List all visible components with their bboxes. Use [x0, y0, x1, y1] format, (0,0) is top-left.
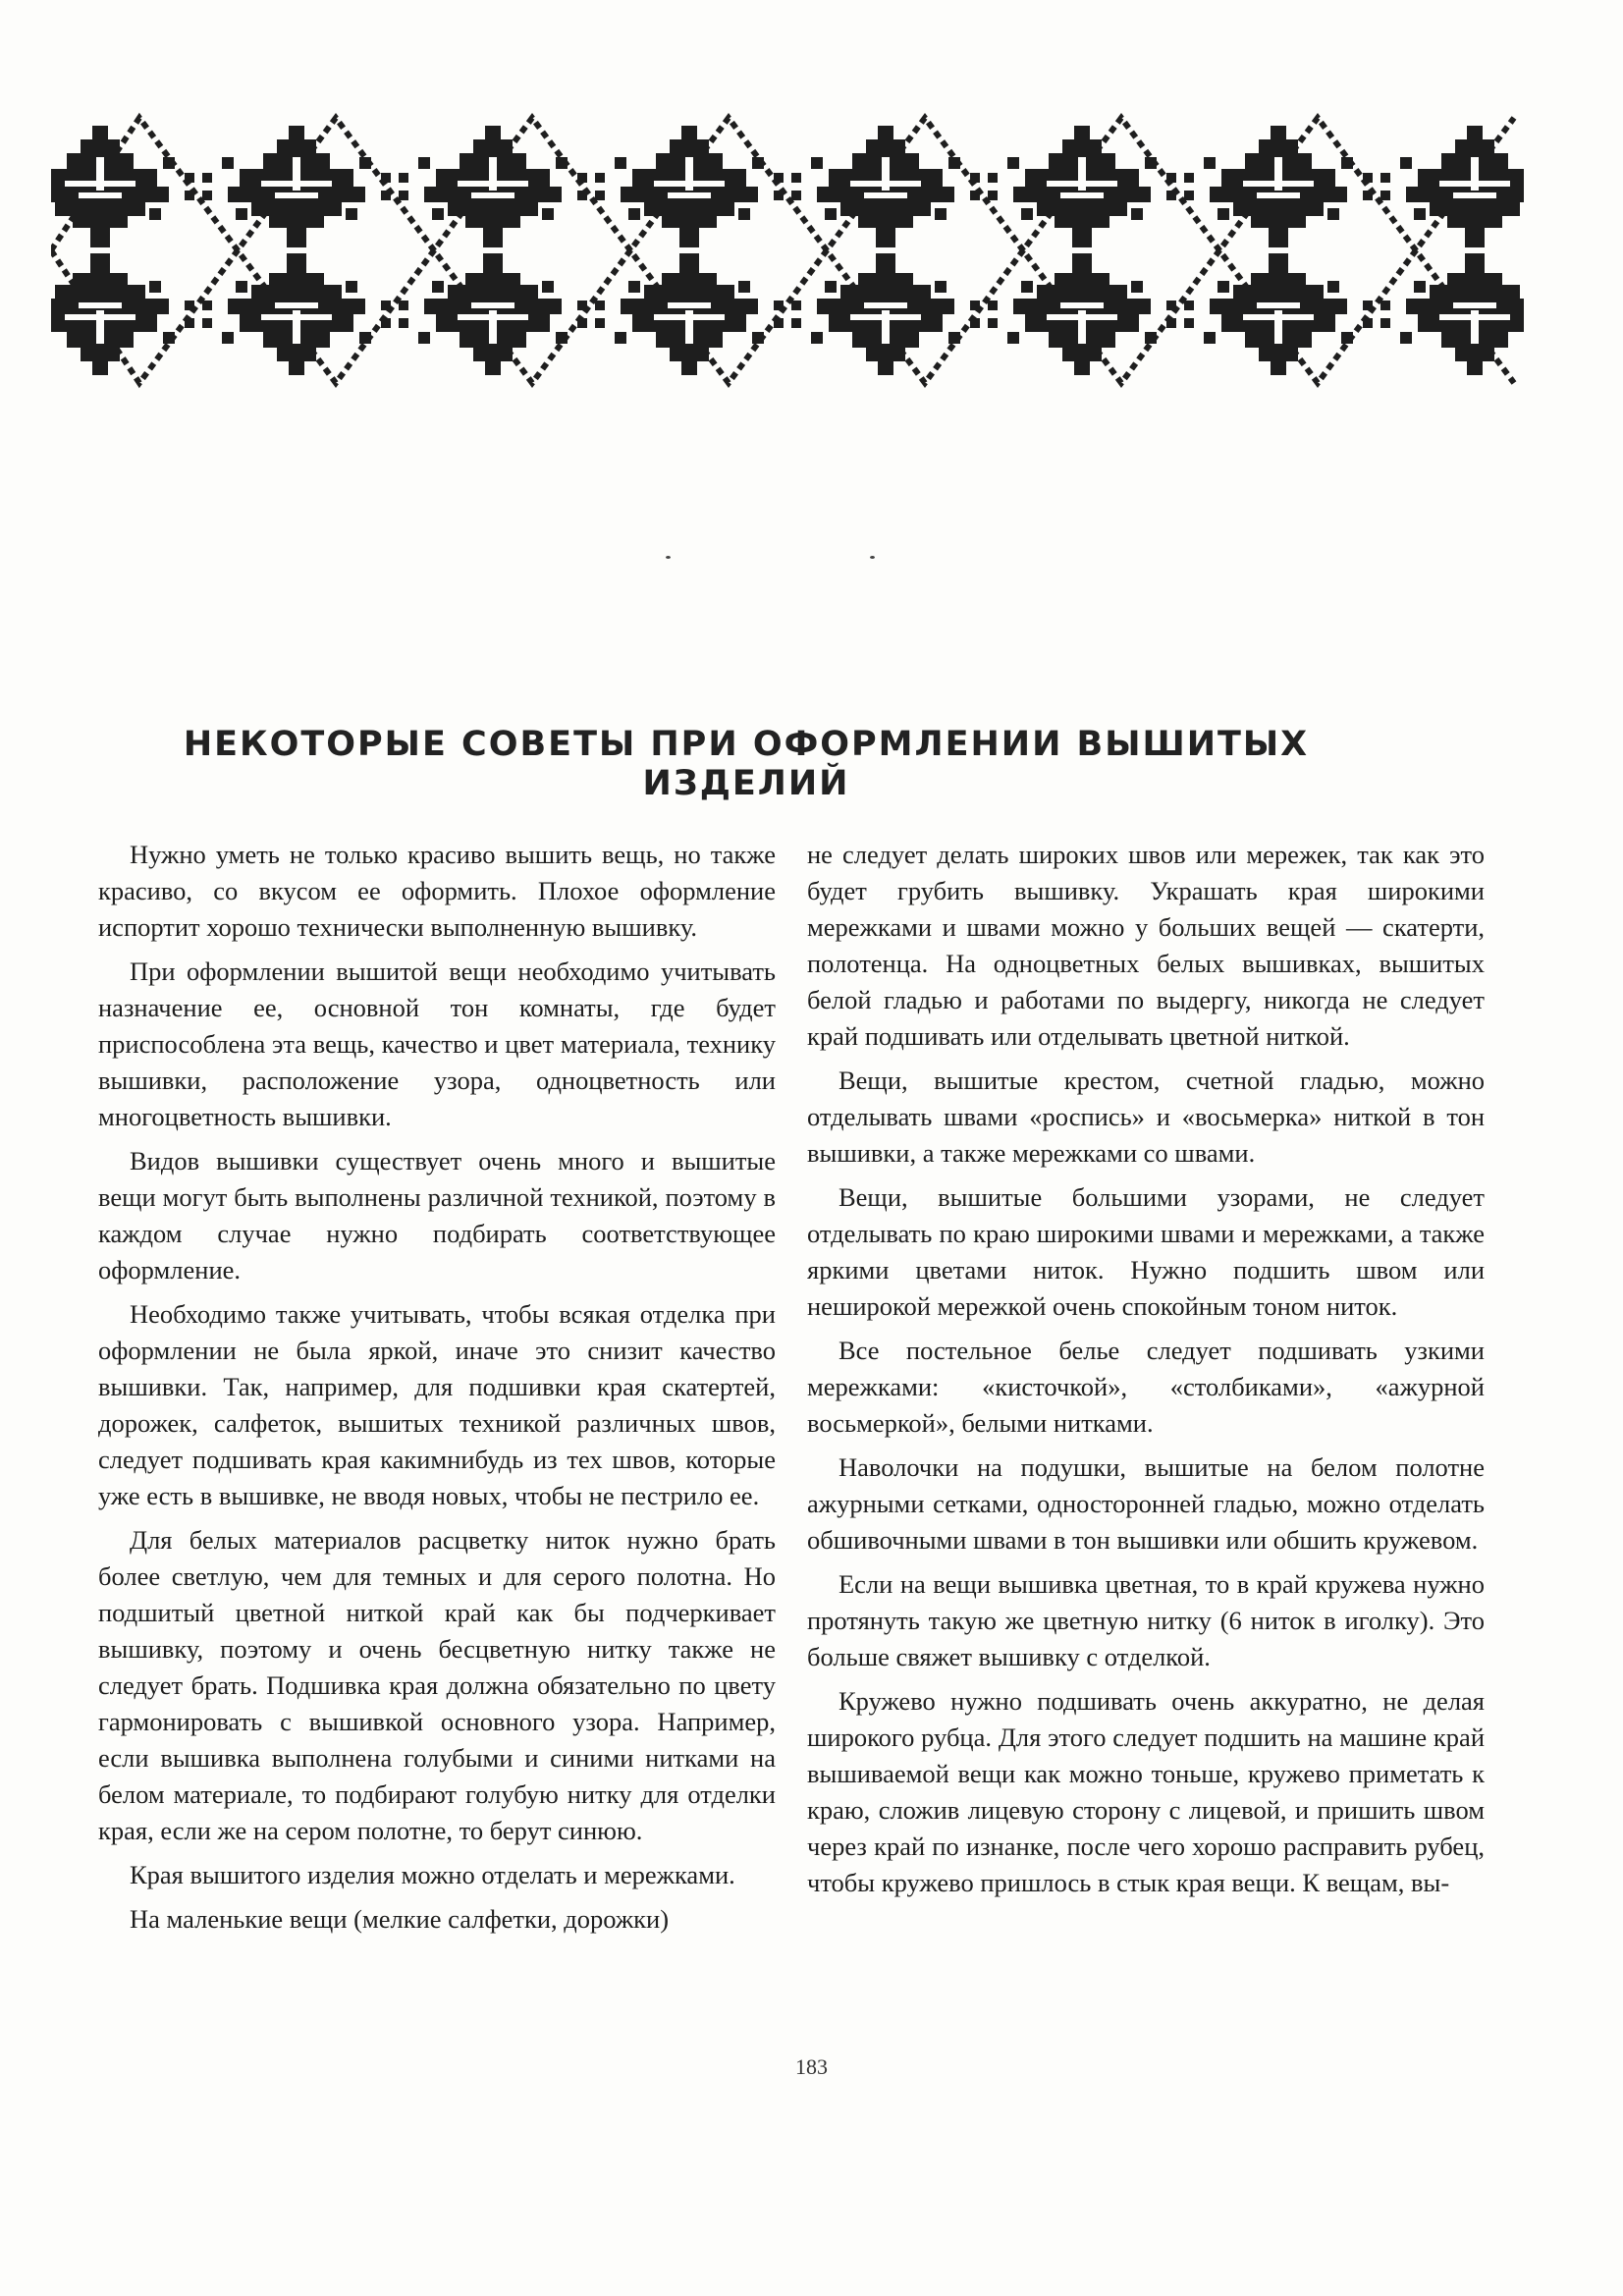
embroidery-ornament-icon — [51, 98, 1524, 403]
print-speck — [870, 556, 875, 559]
paragraph: Кружево нужно подшивать очень аккуратно, не делая широкого рубца. Для этого следует подшить на машине край вышиваемой вещи как можно тоньше, кружево приметать к краю, сложив лицевую сторону с лицевой, и пришить швом через край по изнанке, после чего хорошо расправить рубец, чтобы кружево пришлось в стык края вещи. К вещам, вы- — [807, 1686, 1485, 1897]
paragraph: не следует делать широких швов или мережек, так как это будет грубить вышивку. Украшать края широкими мережками и швами можно у больших вещей — скатерти, полотенца. На одноцветных белых вышивках, вышитых белой гладью и работами по выдергу, никогда не следует край подшивать или отделывать цветной ниткой. — [807, 840, 1485, 1051]
right-column — [807, 837, 1485, 1909]
paragraph: На маленькие вещи (мелкие салфетки, дорожки) — [130, 1904, 670, 1934]
paragraph: Вещи, вышитые большими узорами, не следует отделывать по краю широкими швами и мережками, а также яркими цветами ниток. Нужно подшить швом или неширокой мережкой очень спокойным тоном ниток. — [807, 1182, 1485, 1321]
paragraph: При оформлении вышитой вещи необходимо учитывать назначение ее, основной тон комнаты, где будет приспособлена эта вещь, качество и цвет материала, технику вышивки, расположение узора, одноцветность или многоцветность вышивки. — [98, 957, 776, 1131]
paragraph: Для белых материалов расцветку ниток нужно брать более светлую, чем для темных и для серого полотна. Но подшитый цветной ниткой край как бы подчеркивает вышивку, поэтому и очень бесцветную нитку также не следует брать. Подшивка края должна обязательно по цвету гармонировать с вышивкой основного узора. Например, если вышивка выполнена голубыми и синими нитками на белом материале, то подбирают голубую нитку для отделки края, если же на сером полотне, то берут синюю. — [98, 1525, 776, 1845]
paragraph: Видов вышивки существует очень много и вышитые вещи могут быть выполнены различной техникой, поэтому в каждом случае нужно подбирать соответствующее оформление. — [98, 1146, 776, 1285]
paragraph: Наволочки на подушки, вышитые на белом полотне ажурными сетками, односторонней гладью, можно отделать обшивочными швами в тон вышивки или обшить кружевом. — [807, 1452, 1485, 1555]
paragraph: Все постельное белье следует подшивать узкими мережками: «кисточкой», «столбиками», «ажурной восьмеркой», белыми нитками. — [807, 1336, 1485, 1438]
paragraph: Если на вещи вышивка цветная, то в край кружева нужно протянуть такую же цветную нитку (6 ниток в иголку). Это больше свяжет вышивку с отделкой. — [807, 1569, 1485, 1671]
left-column — [98, 837, 776, 1945]
page-number: 183 — [795, 2054, 828, 2079]
paragraph: Вещи, вышитые крестом, счетной гладью, можно отделывать швами «роспись» и «восьмерка» ниткой в тон вышивки, а также мережками со швами. — [807, 1066, 1485, 1168]
paragraph: Нужно уметь не только красиво вышить вещь, но также красиво, со вкусом ее оформить. Плохое оформление испортит хорошо технически выполненную вышивку. — [98, 840, 776, 942]
print-speck — [666, 556, 671, 559]
paragraph: Необходимо также учитывать, чтобы всякая отделка при оформлении не была яркой, иначе это снизит качество вышивки. Так, например, для подшивки края скатертей, дорожек, салфеток, вышитых техникой различных швов, следует подшивать края какимнибудь из тех швов, которые уже есть в вышивке, не вводя новых, чтобы не пестрило ее. — [98, 1299, 776, 1510]
article-title: НЕКОТОРЫЕ СОВЕТЫ ПРИ ОФОРМЛЕНИИ ВЫШИТЫХ ИЗДЕЛИЙ — [183, 725, 1310, 803]
paragraph: Края вышитого изделия можно отделать и мережками. — [130, 1860, 735, 1889]
